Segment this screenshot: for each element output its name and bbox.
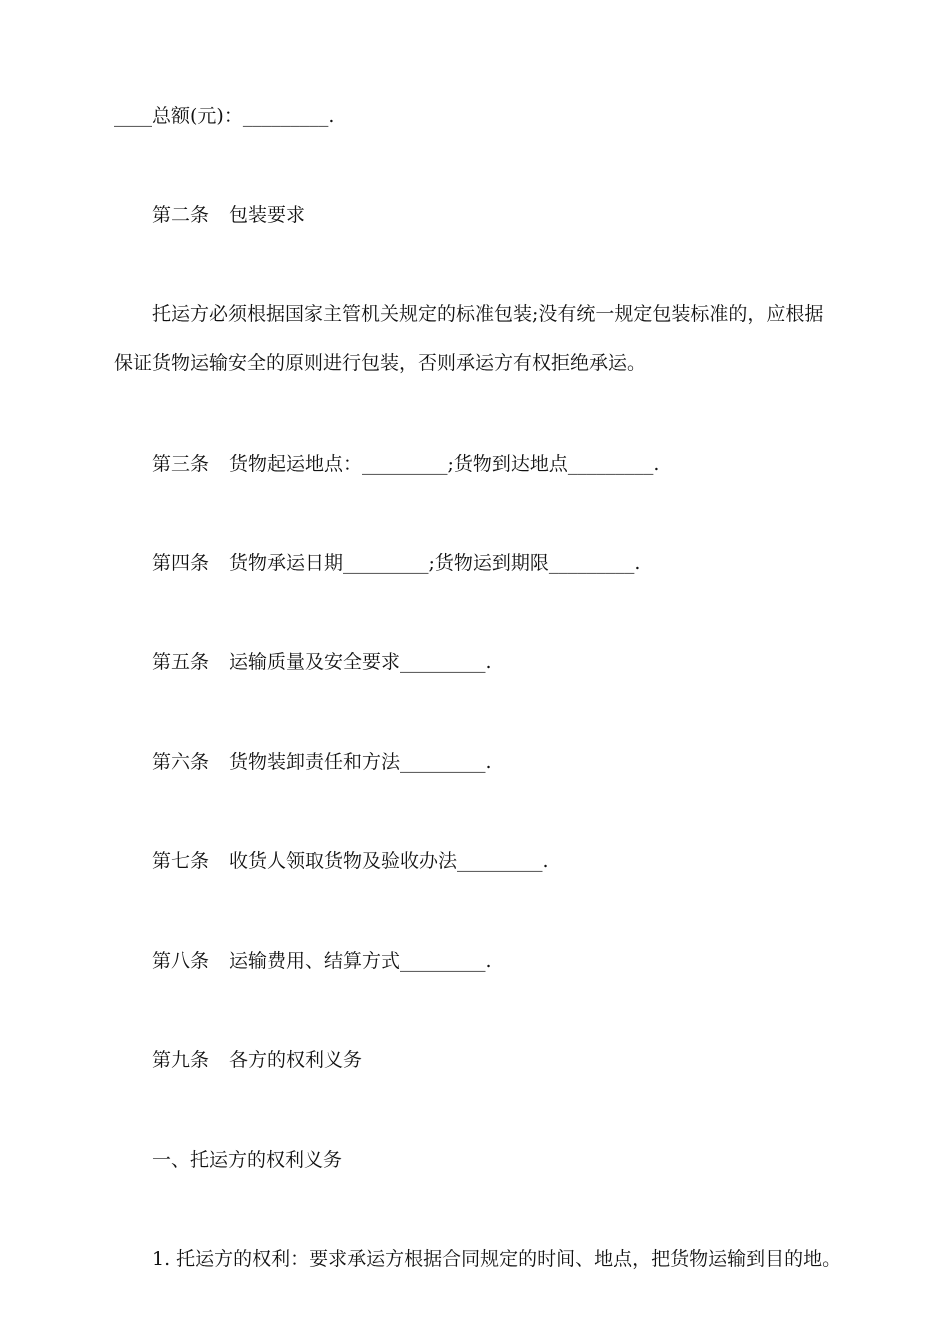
article-8 <box>152 949 492 973</box>
article-5-text: 运输质量及安全要求_________. <box>229 651 492 673</box>
article-6-number: 第六条 <box>152 751 210 773</box>
item-1 <box>152 1247 841 1271</box>
total-amount-text: ____总额(元)：_________. <box>114 105 335 127</box>
packaging-paragraph-text-1: 托运方必须根据国家主管机关规定的标准包装;没有统一规定包装标准的，应根据 <box>152 303 824 325</box>
article-9 <box>152 1048 362 1072</box>
article-2-number: 第二条 <box>152 204 210 226</box>
article-4-text: 货物承运日期_________;货物运到期限_________. <box>229 552 641 574</box>
article-6-text: 货物装卸责任和方法_________. <box>229 751 492 773</box>
article-8-number: 第八条 <box>152 950 210 972</box>
article-4 <box>152 551 640 575</box>
article-3 <box>152 452 659 476</box>
packaging-paragraph-line-2 <box>114 351 646 375</box>
packaging-paragraph-text-2: 保证货物运输安全的原则进行包装，否则承运方有权拒绝承运。 <box>114 352 647 374</box>
article-4-number: 第四条 <box>152 552 210 574</box>
packaging-paragraph-line-1 <box>152 302 823 326</box>
article-7-number: 第七条 <box>152 850 210 872</box>
article-2-title: 包装要求 <box>229 204 306 226</box>
article-3-number: 第三条 <box>152 453 210 475</box>
article-5 <box>152 650 492 674</box>
section-1-heading <box>152 1148 342 1172</box>
article-9-number: 第九条 <box>152 1049 210 1071</box>
article-2-heading <box>152 203 305 227</box>
article-3-text: 货物起运地点：_________;货物到达地点_________. <box>229 453 660 475</box>
article-8-text: 运输费用、结算方式_________. <box>229 950 492 972</box>
article-7 <box>152 849 549 873</box>
article-6 <box>152 750 492 774</box>
item-1-text: 1. 托运方的权利：要求承运方根据合同规定的时间、地点，把货物运输到目的地。 <box>152 1248 842 1270</box>
article-5-number: 第五条 <box>152 651 210 673</box>
article-7-text: 收货人领取货物及验收办法_________. <box>229 850 549 872</box>
article-9-text: 各方的权利义务 <box>229 1049 363 1071</box>
total-amount-line <box>114 104 334 128</box>
section-1-text: 一、托运方的权利义务 <box>152 1149 343 1171</box>
